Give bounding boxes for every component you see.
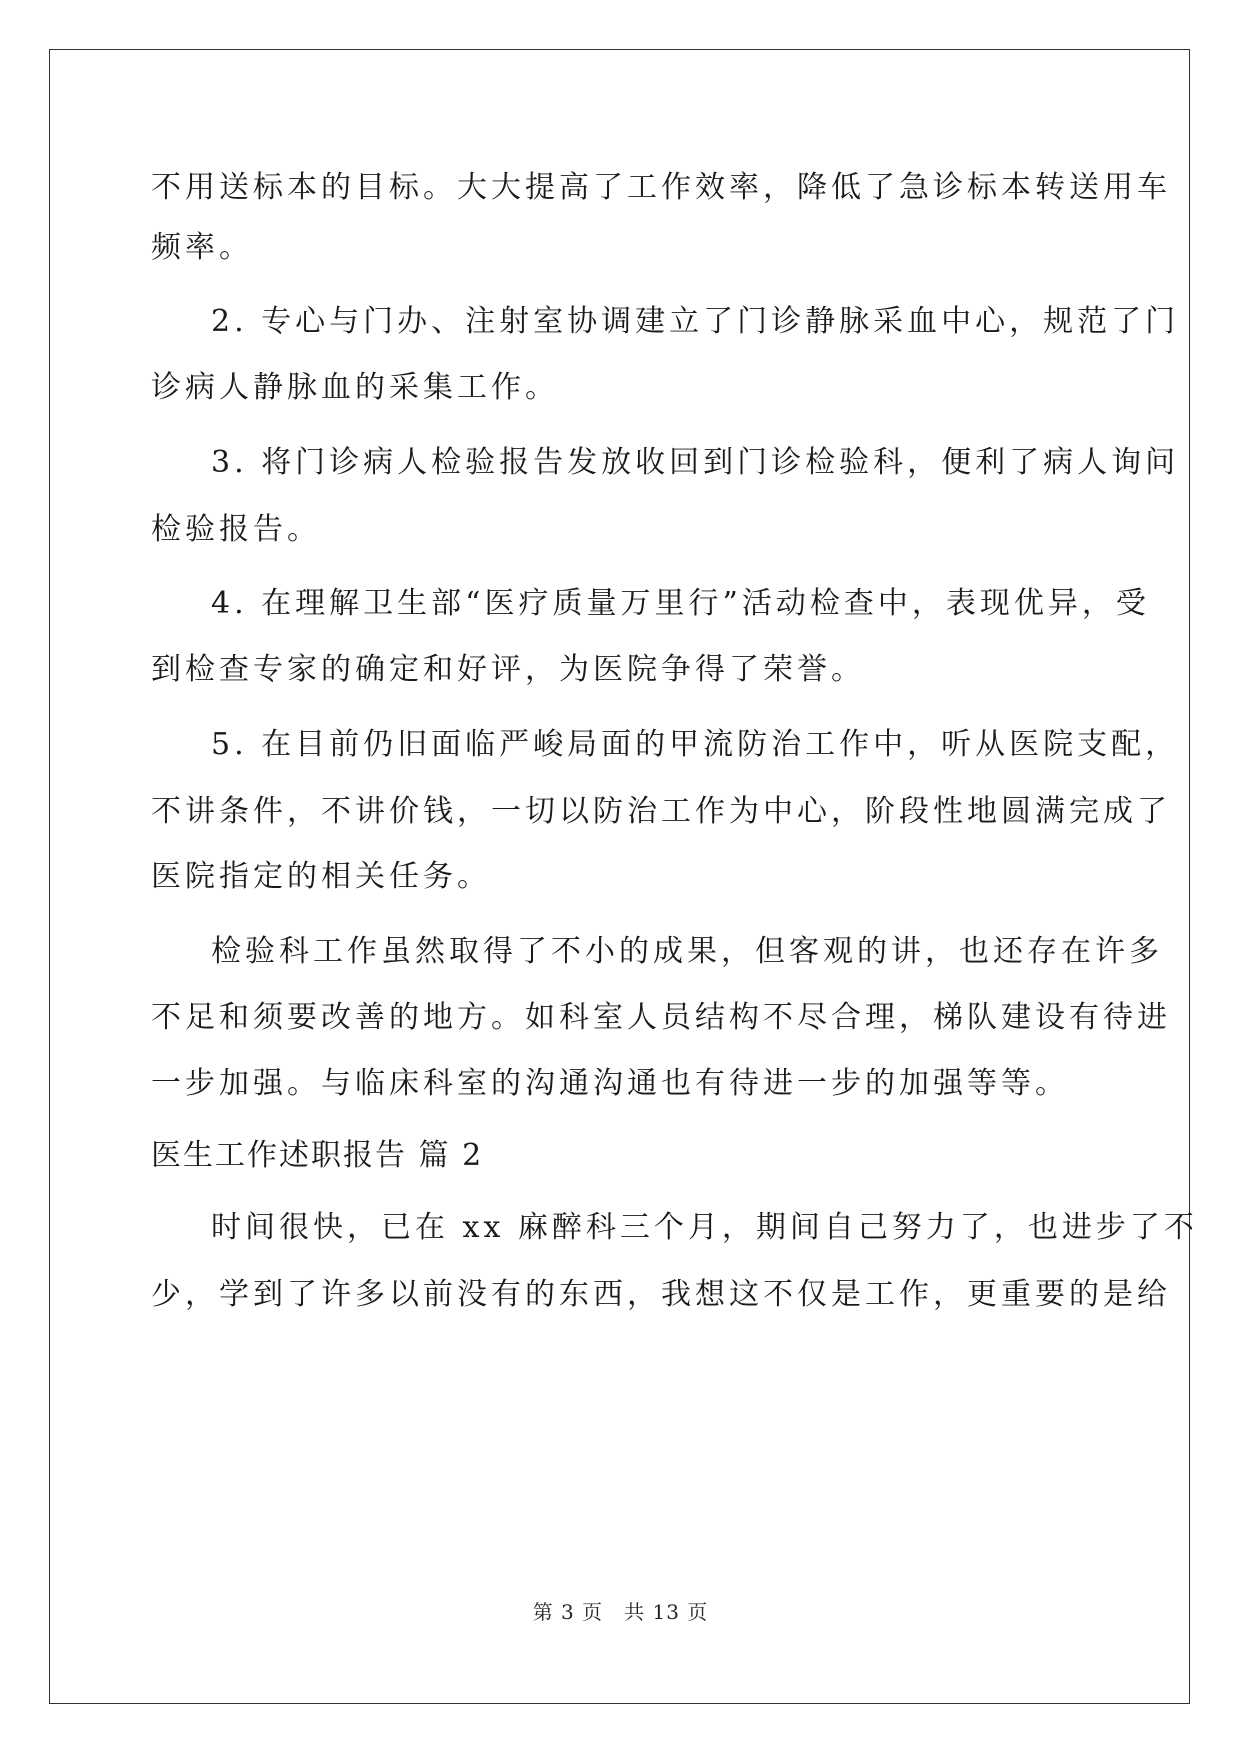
paragraph-start: 检验科工作虽然取得了不小的成果，但客观的讲，也还存在许多 [211,934,1163,969]
paragraph-start: 时间很快，已在 xx 麻醉科三个月，期间自己努力了，也进步了不 [211,1210,1198,1245]
list-item-5: 5. 在目前仍旧面临严峻局面的甲流防治工作中，听从医院支配， [211,727,1180,762]
text-line: 不讲条件，不讲价钱，一切以防治工作为中心，阶段性地圆满完成了 [151,794,1171,829]
text-line: 少，学到了许多以前没有的东西，我想这不仅是工作，更重要的是给 [151,1277,1171,1312]
text-line: 诊病人静脉血的采集工作。 [151,370,559,405]
text-line: 频率。 [151,230,253,265]
text-line: 检验报告。 [151,512,321,547]
text-line: 医院指定的相关任务。 [151,859,491,894]
list-item-3: 3. 将门诊病人检验报告发放收回到门诊检验科，便利了病人询问 [211,445,1180,480]
page-number: 第 3 页 共 13 页 [532,1600,709,1624]
text-line: 一步加强。与临床科室的沟通沟通也有待进一步的加强等等。 [151,1066,1069,1101]
section-heading: 医生工作述职报告 篇 2 [151,1138,484,1173]
text-line: 不足和须要改善的地方。如科室人员结构不尽合理，梯队建设有待进 [151,1000,1171,1035]
list-item-2: 2. 专心与门办、注射室协调建立了门诊静脉采血中心，规范了门 [211,304,1180,339]
text-line: 到检查专家的确定和好评，为医院争得了荣誉。 [151,652,865,687]
list-item-4: 4. 在理解卫生部“医疗质量万里行”活动检查中，表现优异，受 [211,586,1150,621]
text-line: 不用送标本的目标。大大提高了工作效率，降低了急诊标本转送用车 [151,170,1171,205]
